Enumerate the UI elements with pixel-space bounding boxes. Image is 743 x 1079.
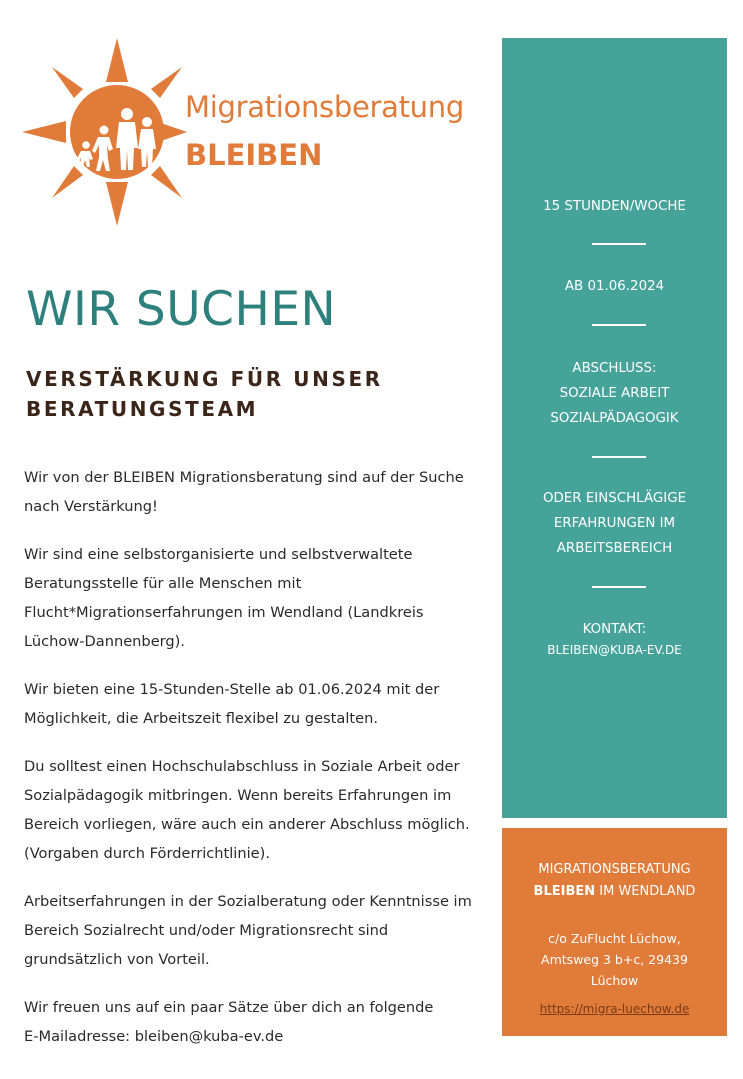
organization-subname [502, 884, 727, 899]
sidebar-experience: ODER EINSCHLÄGIGE ERFAHRUNGEN IM ARBEITSBEREICH [542, 491, 687, 556]
sidebar-divider [592, 243, 646, 245]
info-sidebar [502, 38, 727, 818]
sidebar-hours: 15 STUNDEN/WOCHE [543, 199, 686, 214]
paragraph-experience: Arbeitserfahrungen in der Sozialberatung oder Kenntnisse im Bereich Sozialrecht und/oder Migrationsrecht sind grundsätzlich von Vorteil. [24, 893, 472, 968]
organization-address: c/o ZuFlucht Lüchow, Amtsweg 3 b+c, 29439 Lüchow [541, 931, 688, 988]
logo [22, 38, 482, 228]
website-link[interactable]: https://migra-luechow.de [539, 1002, 690, 1016]
sidebar-divider [592, 456, 646, 458]
logo-text-line1: Migrationsberatung [185, 90, 464, 124]
organization-name-bold: BLEIBEN [533, 884, 596, 899]
paragraph-about: Wir sind eine selbstorganisierte und selbstverwaltete Beratungsstelle für alle Menschen mit Flucht*Migrationserfahrungen im Wendland (Landkreis Lüchow-Dannenberg). [24, 546, 424, 650]
sidebar-contact-email: BLEIBEN@KUBA-EV.DE [547, 643, 682, 657]
paragraph-contact: Wir freuen uns auf ein paar Sätze über dich an folgende E-Mailadresse: bleiben@kuba-ev.de [24, 999, 434, 1045]
organization-name: MIGRATIONSBERATUNG [538, 862, 691, 877]
organization-name-rest: IM WENDLAND [595, 884, 696, 899]
sidebar-degree: ABSCHLUSS: SOZIALE ARBEIT SOZIALPÄDAGOGIK [550, 361, 679, 426]
body-text [24, 463, 490, 1070]
organization-box [502, 828, 727, 1036]
sidebar-start-date: AB 01.06.2024 [564, 279, 665, 294]
page-headline: WIR SUCHEN [26, 282, 337, 337]
paragraph-qualification: Du solltest einen Hochschulabschluss in Soziale Arbeit oder Sozialpädagogik mitbringen. Wenn bereits Erfahrungen im Bereich vorliegen, wäre auch ein anderer Abschluss möglich. (Vorgaben durch Förderrichtlinie). [24, 758, 470, 862]
page-subheadline: VERSTÄRKUNG FÜR UNSER BERATUNGSTEAM [26, 367, 383, 421]
logo-text-line2: BLEIBEN [185, 138, 323, 172]
sun-family-logo-icon [22, 38, 187, 228]
sidebar-divider [592, 586, 646, 588]
paragraph-intro: Wir von der BLEIBEN Migrationsberatung sind auf der Suche nach Verstärkung! [24, 469, 464, 515]
sidebar-contact-label: KONTAKT: [582, 622, 647, 637]
sidebar-divider [592, 324, 646, 326]
paragraph-offer: Wir bieten eine 15-Stunden-Stelle ab 01.06.2024 mit der Möglichkeit, die Arbeitszeit flexibel zu gestalten. [24, 681, 440, 727]
